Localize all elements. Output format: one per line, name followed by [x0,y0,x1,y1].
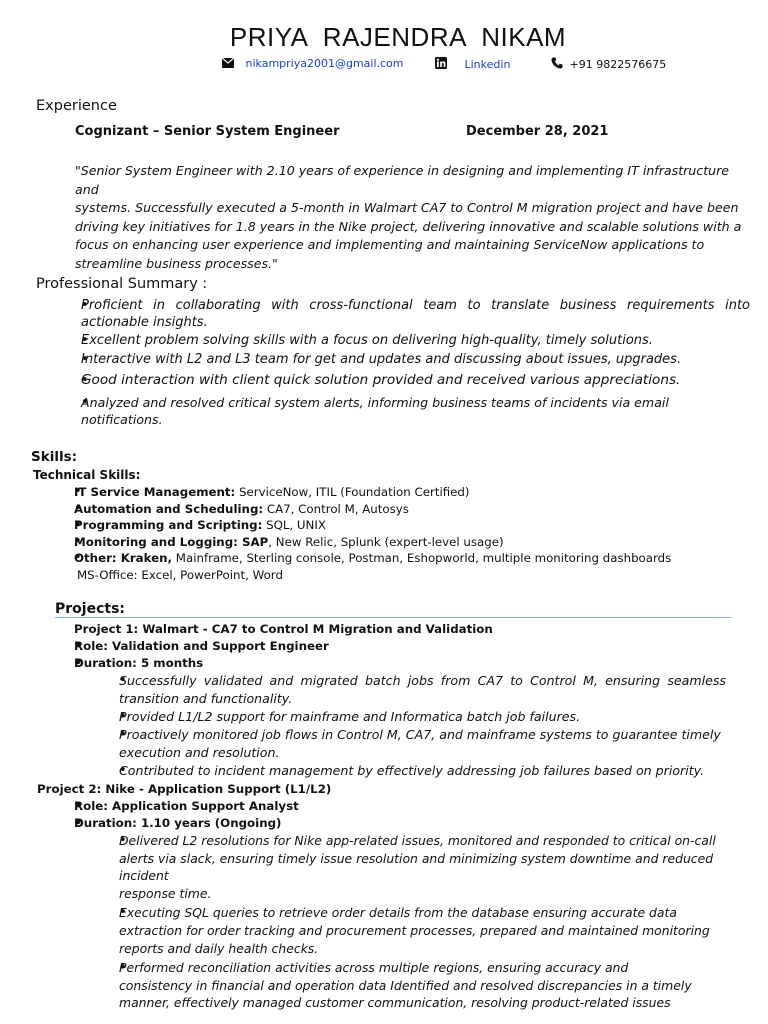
project-1-list [98,672,726,780]
list-item: • Provided L1/L2 support for mainframe and Informatica batch job failures. [98,708,726,726]
skills-heading: Skills: [31,449,78,465]
project-1-title: Project 1: Walmart - CA7 to Control M Migration and Validation [74,622,493,636]
experience-role: Cognizant – Senior System Engineer [75,124,340,139]
project-1-meta [50,638,329,672]
list-item: • Executing SQL queries to retrieve order details from the database ensuring accurate data extraction for order tracking and procurement processes, prepared and maintained monitoring reports and daily health checks. [98,904,748,957]
project-2-role: • Role: Application Support Analyst [50,798,299,815]
envelope-icon [222,58,234,71]
project-2-title: Project 2: Nike - Application Support (L1/L2) [37,782,332,796]
professional-summary-heading: Professional Summary : [36,276,208,292]
linkedin-contact [435,57,510,72]
summary-line: focus on enhancing user experience and implementing and maintaining ServiceNow applications to [75,237,705,252]
technical-skills-subheading: Technical Skills: [33,468,141,482]
phone-contact [551,57,666,72]
list-item: • Contributed to incident management by effectively addressing job failures based on priority. [98,762,726,780]
project-2-list [98,832,748,1012]
list-item: • Proactively monitored job flows in Control M, CA7, and mainframe systems to guarantee timely execution and resolution. [98,726,726,762]
summary-line: driving key initiatives for 1.8 years in the Nike project, delivering innovative and scalable solutions with a [75,218,742,234]
professional-summary-list [60,297,750,428]
list-item: • Excellent problem solving skills with a focus on delivering high-quality, timely solutions. [60,332,750,349]
list-item: • Interactive with L2 and L3 team for get and updates and discussing about issues, upgrades. [60,351,750,368]
project-1-role: • Role: Validation and Support Engineer [50,638,329,655]
linkedin-link[interactable]: Linkedin [464,57,511,71]
list-item: • Performed reconciliation activities across multiple regions, ensuring accuracy and consistency in financial and operation data Identified and resolved discrepancies in a timely manner, effectively managed customer communication, resolving product-related issues [98,959,748,1012]
experience-heading: Experience [36,98,117,114]
projects-heading: Projects: [55,601,125,617]
experience-date: December 28, 2021 [466,124,609,139]
ms-office-line: MS-Office: Excel, PowerPoint, Word [77,567,283,582]
linkedin-icon [435,57,447,72]
project-1-duration: • Duration: 5 months [50,655,329,672]
list-item: • Analyzed and resolved critical system alerts, informing business teams of incidents via email notifications. [60,394,750,428]
list-item: • Monitoring and Logging: SAP, New Relic, Splunk (expert-level usage) [50,534,750,551]
summary-line: streamline business processes." [75,255,278,271]
summary-line: systems. Successfully executed a 5-month in Walmart CA7 to Control M migration project and have been [75,200,739,215]
list-item: • Programming and Scripting: SQL, UNIX [50,517,750,534]
experience-summary [75,162,755,273]
list-item: • Delivered L2 resolutions for Nike app-related issues, monitored and responded to critical on-call alerts via slack, ensuring timely issue resolution and minimizing system downtime and reduced incident response time. [98,832,748,902]
skills-list [50,484,750,584]
list-item: • Successfully validated and migrated batch jobs from CA7 to Control M, ensuring seamless transition and functionality. [98,672,726,708]
list-item: • Proficient in collaborating with cross-functional team to translate business requirements into actionable insights. [60,297,750,331]
list-item: • Automation and Scheduling: CA7, Control M, Autosys [50,501,750,518]
list-item: • Good interaction with client quick solution provided and received various appreciations. [60,372,750,389]
list-item: • IT Service Management: ServiceNow, ITIL (Foundation Certified) [50,484,750,501]
email-link[interactable]: nikampriya2001@gmail.com [245,57,404,70]
project-2-meta [50,798,299,832]
email-contact [222,57,404,71]
phone-number: +91 9822576675 [569,57,667,71]
summary-line: "Senior System Engineer with 2.10 years of experience in designing and implementing IT infrastructure and [75,163,730,197]
candidate-name: PRIYA RAJENDRA NIKAM [229,22,567,52]
project-2-duration: • Duration: 1.10 years (Ongoing) [50,815,299,832]
list-item: • Other: Kraken, Mainframe, Sterling console, Postman, Eshopworld, multiple monitoring dashboards [50,550,750,567]
projects-divider [55,617,731,618]
phone-icon [551,57,563,72]
